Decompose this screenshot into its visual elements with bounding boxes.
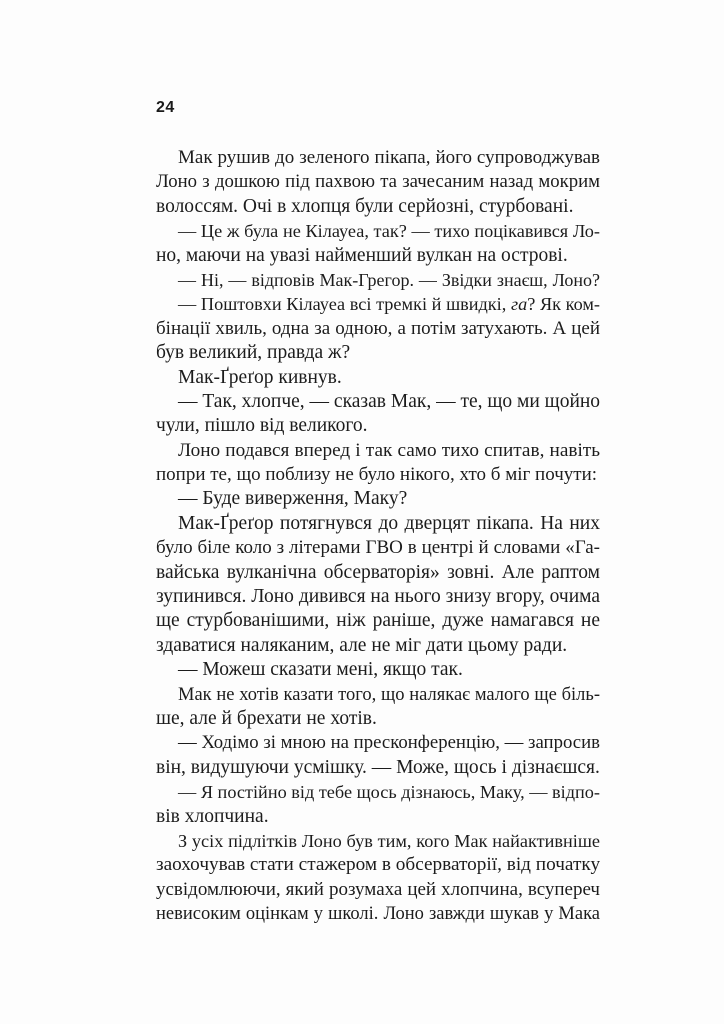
text-line: Мак рушив до зеленого пікапа, його супроводжував [178,147,600,168]
text-line: зупинився. Лоно дивився на нього знизу вгору, очима [156,586,600,608]
text-line: заохочував стати стажером в обсерваторії, від початку [156,854,600,876]
text-line: вів хлопчина. [156,805,269,827]
text-line: — Це ж була не Кілауеа, так? — тихо поцікавився Ло- [178,221,600,242]
page-number: 24 [156,99,175,116]
text-line: — Я постійно від тебе щось дізнаюсь, Маку, — відпо- [178,782,600,803]
text-line: Мак-Ґреґор потягнувся до дверцят пікапа. На них [178,512,600,534]
text-line: волоссям. Очі в хлопця були серйозні, стурбовані. [156,195,574,217]
text-line: Мак-Ґреґор кивнув. [178,366,342,388]
text-line: бінації хвиль, одна за одною, а потім затухають. А цей [156,317,600,339]
text-line: попри те, що поблизу не було нікого, хто б міг почути: [156,464,598,486]
text-line: Лоно подався вперед і так само тихо спитав, навіть [178,439,600,461]
text-line: — Ні, — відповів Мак-Грегор. — Звідки знаєш, Лоно? [178,269,600,290]
text-line: — Можеш сказати мені, якщо так. [178,659,463,681]
text-line: Мак не хотів казати того, що налякає малого ще біль- [178,684,600,705]
text-line: усвідомлюючи, який розумаха цей хлопчина, всупереч [156,878,600,900]
text-line: З усіх підлітків Лоно був тим, кого Мак найактивніше [178,830,600,851]
text-line: вайська вулканічна обсерваторія» зовні. Але раптом [156,561,600,583]
text-line: ще стурбованішими, ніж раніше, дуже намагався не [156,610,600,632]
text-line: чули, пішло від великого. [156,415,368,437]
text-line: був великий, правда ж? [156,342,351,364]
body-text [156,146,600,927]
text-line: він, видушуючи усмішку. — Може, щось і дізнаєшся. [156,756,600,778]
text-line: Лоно з дошкою під пахвою та зачесаним назад мокрим [156,171,600,193]
text-line: — Так, хлопче, — сказав Мак, — те, що ми щойно [178,390,600,412]
text-line: — Поштовхи Кілауеа всі тремкі й швидкі, га? Як ком- [178,294,600,315]
text-line: було біле коло з літерами ГВО в центрі й словами «Га- [156,537,600,559]
text-line: — Ходімо зі мною на пресконференцію, — запросив [178,732,600,754]
text-line: но, маючи на увазі найменший вулкан на острові. [156,244,568,266]
text-line: — Буде виверження, Маку? [178,488,408,510]
text-line: невисоким оцінкам у школі. Лоно завжди шукав у Мака [156,904,600,925]
text-line: ше, але й брехати не хотів. [156,707,377,729]
text-line: здаватися наляканим, але не міг дати цьому ради. [156,634,568,656]
